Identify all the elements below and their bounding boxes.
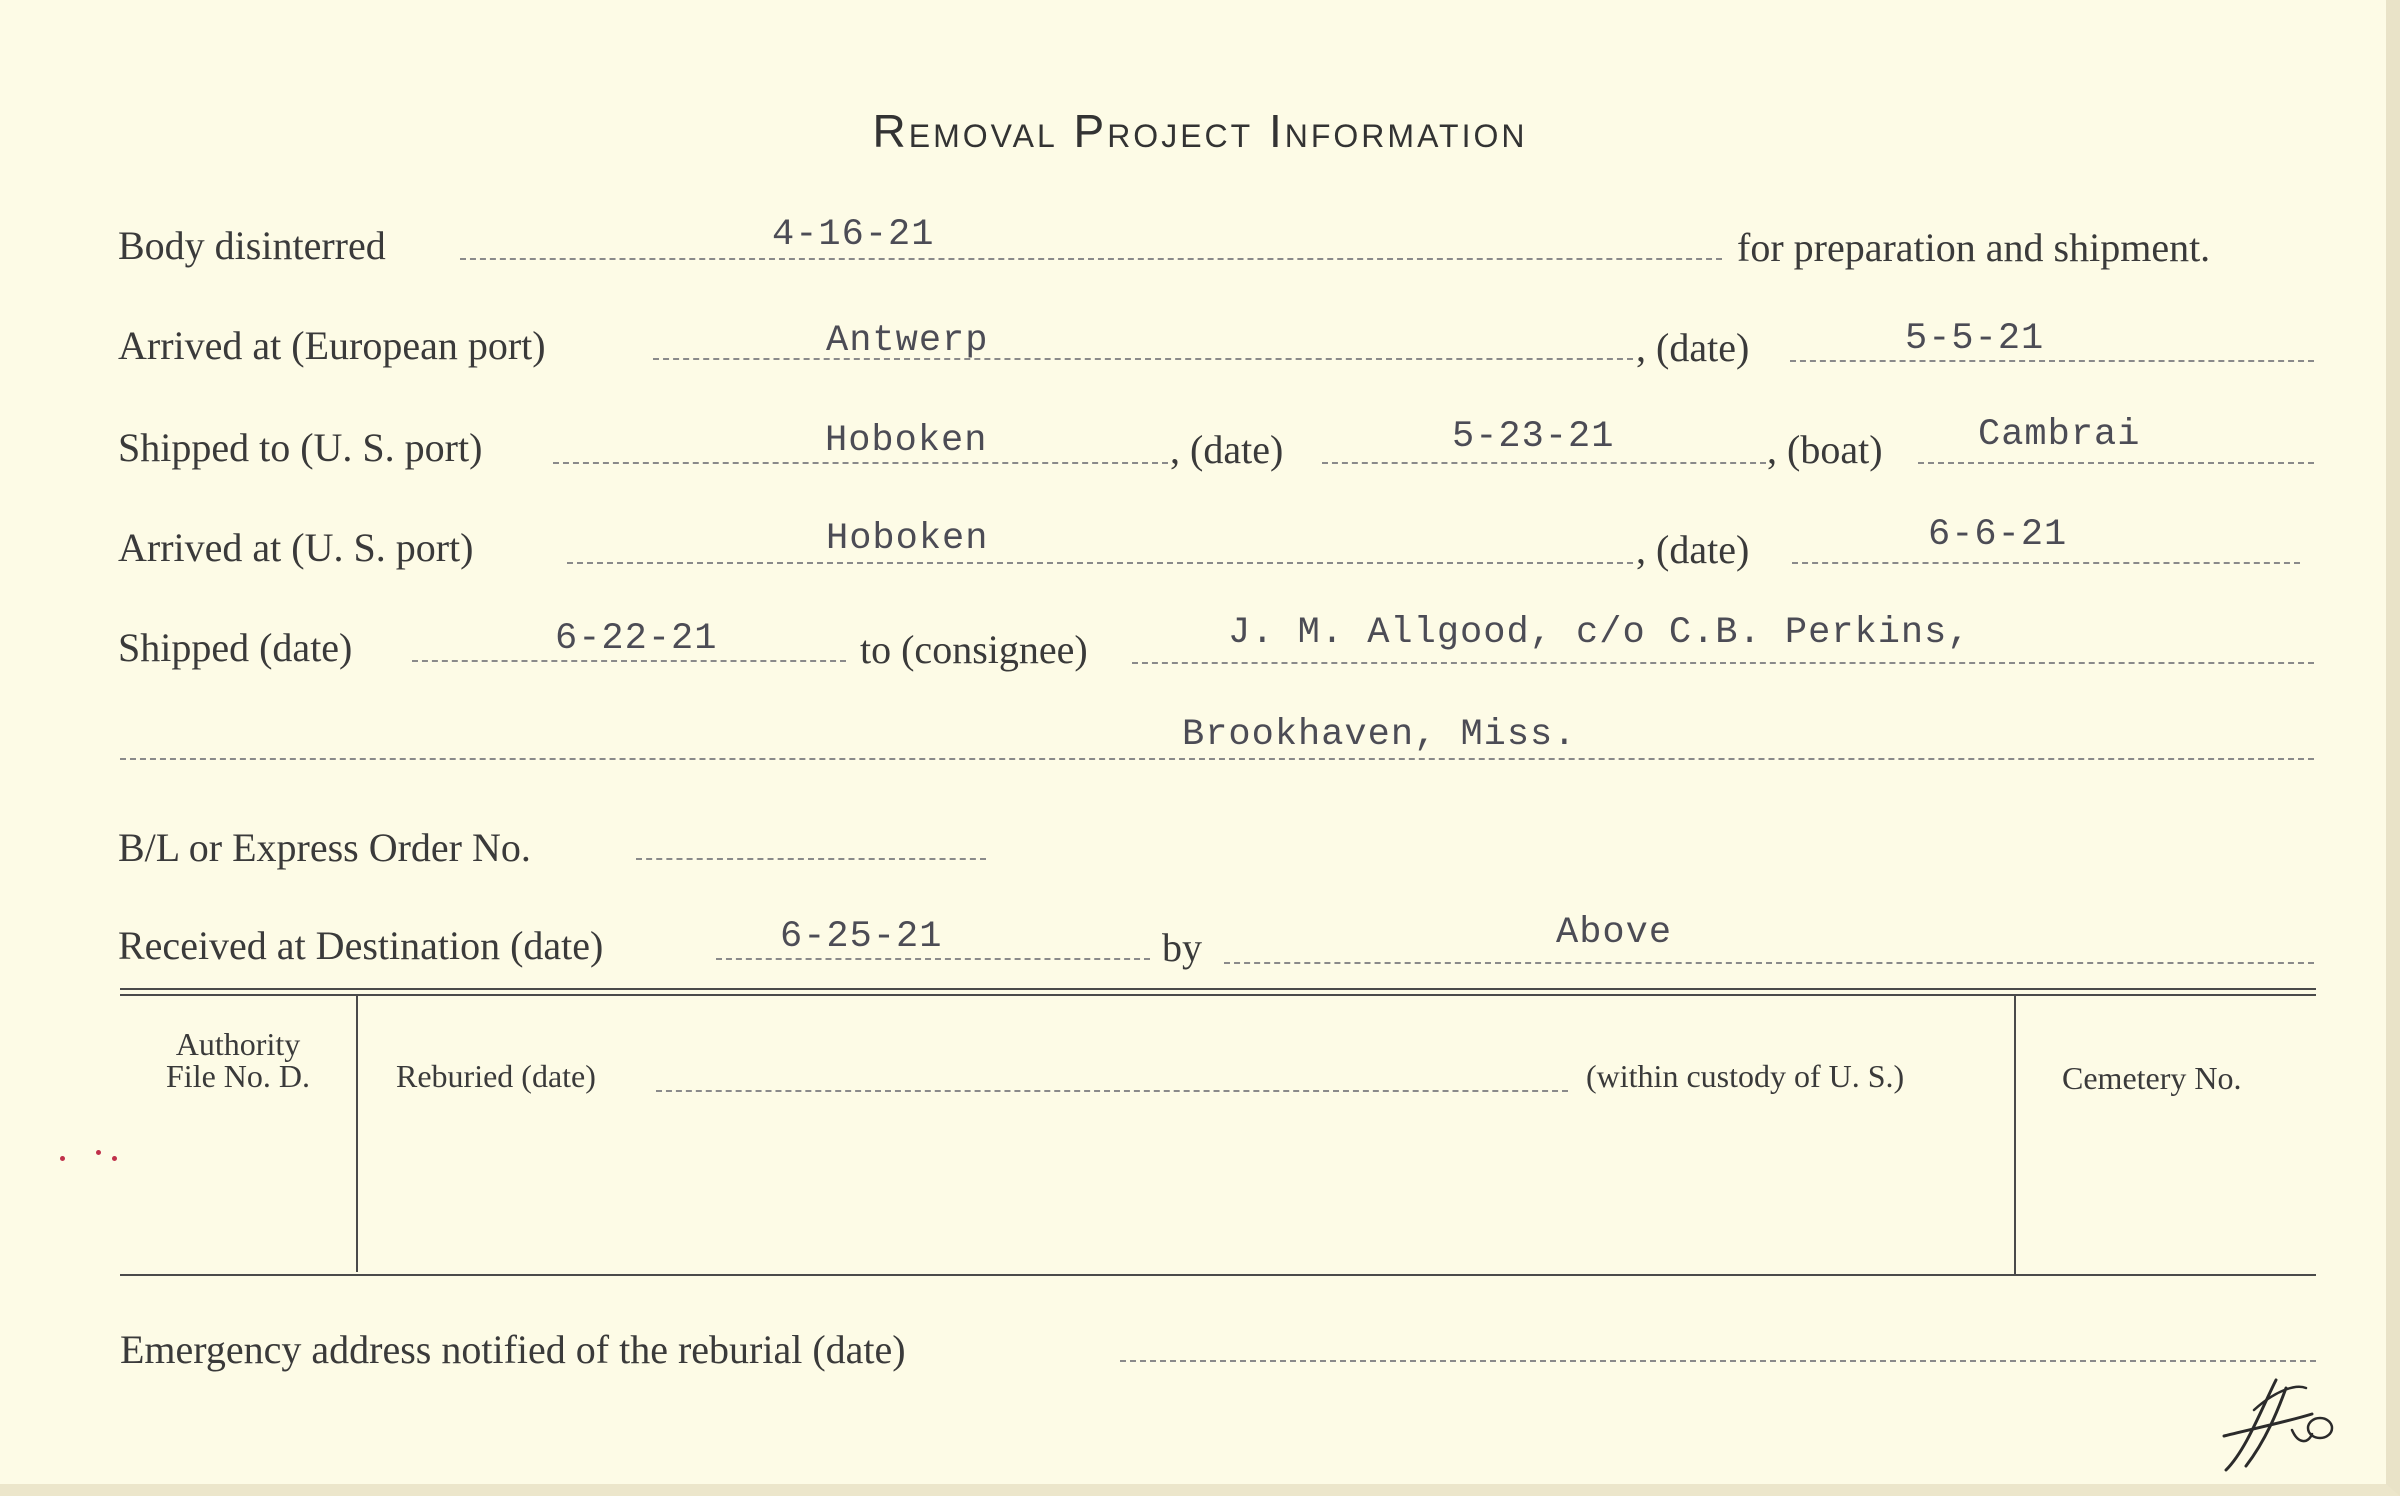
shipped-us-date-label: , (date) (1170, 427, 1284, 472)
european-date-line (1790, 360, 2314, 362)
arrived-us-value: Hoboken (826, 518, 989, 560)
consignee-line (1132, 662, 2314, 664)
custody-label: (within custody of U. S.) (1586, 1058, 1905, 1094)
disinterred-date: 4-16-21 (772, 214, 935, 256)
ink-fleck (96, 1150, 101, 1155)
european-date-value: 5-5-21 (1905, 318, 2045, 360)
boat-label: , (boat) (1767, 427, 1883, 472)
received-by-value: Above (1556, 912, 1673, 954)
received-date-value: 6-25-21 (780, 916, 943, 958)
consignee-line1: J. M. Allgood, c/o C.B. Perkins, (1228, 612, 1971, 654)
arrived-us-label: Arrived at (U. S. port) (118, 525, 474, 570)
received-date-line (716, 958, 1150, 960)
european-port-value: Antwerp (826, 320, 989, 362)
boat-value: Cambrai (1978, 414, 2141, 456)
consignee-continuation-line (120, 758, 2314, 760)
reburied-label: Reburied (date) (396, 1058, 596, 1094)
bl-order-label: B/L or Express Order No. (118, 825, 531, 870)
disinterred-suffix: for preparation and shipment. (1737, 225, 2211, 270)
shipped-us-date-value: 5-23-21 (1452, 416, 1615, 458)
form-title: Removal Project Information (872, 105, 1528, 157)
box-top-rule-double (120, 994, 2316, 996)
authority-label-line1: Authority (175, 1026, 301, 1062)
emergency-line (1120, 1360, 2316, 1362)
authority-label-line2: File No. D. (166, 1058, 310, 1094)
arrived-us-line (567, 562, 1633, 564)
shipped-us-line (553, 462, 1168, 464)
arrived-us-date-label: , (date) (1636, 527, 1750, 572)
received-by-label: by (1162, 925, 1202, 970)
cemetery-label: Cemetery No. (2062, 1060, 2242, 1096)
box-bottom-rule (120, 1274, 2316, 1276)
consignee-line2: Brookhaven, Miss. (1182, 714, 1577, 756)
shipped-date-value: 6-22-21 (555, 618, 718, 660)
arrived-us-date-line (1792, 562, 2300, 564)
received-label: Received at Destination (date) (118, 923, 604, 968)
european-port-label: Arrived at (European port) (118, 323, 546, 368)
bl-order-line (636, 858, 986, 860)
box-top-rule (120, 988, 2316, 990)
shipped-us-date-line (1322, 462, 1766, 464)
shipped-us-value: Hoboken (825, 420, 988, 462)
consignee-label: to (consignee) (860, 627, 1088, 672)
arrived-us-date-value: 6-6-21 (1928, 514, 2068, 556)
ink-fleck (112, 1156, 117, 1161)
shipped-date-label: Shipped (date) (118, 625, 353, 670)
disinterred-line (460, 258, 1722, 260)
boat-line (1918, 462, 2314, 464)
disinterred-label: Body disinterred (118, 223, 386, 268)
shipped-us-label: Shipped to (U. S. port) (118, 425, 483, 470)
reburied-line (656, 1090, 1568, 1092)
shipped-date-line (412, 660, 846, 662)
european-port-line (653, 358, 1633, 360)
ink-fleck (60, 1156, 65, 1161)
handwritten-initials (2216, 1370, 2346, 1480)
emergency-label: Emergency address notified of the reburial (date) (120, 1327, 906, 1372)
received-by-line (1224, 962, 2314, 964)
box-divider-right (2014, 996, 2016, 1276)
european-date-label: , (date) (1636, 325, 1750, 370)
box-divider-left (356, 996, 358, 1272)
